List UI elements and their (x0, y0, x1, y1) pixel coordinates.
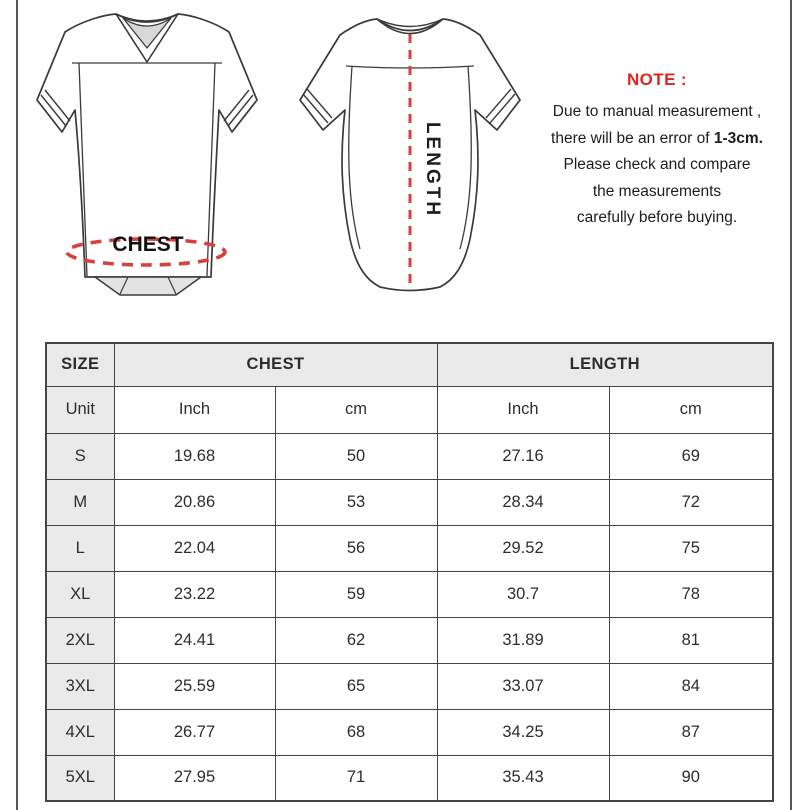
value-cell: 26.77 (114, 709, 275, 755)
table-row-4xl (46, 709, 773, 755)
length-label: LENGTH (422, 121, 443, 219)
unit-cell: Inch (437, 386, 609, 433)
value-cell: 53 (275, 479, 437, 525)
unit-label-cell: Unit (46, 386, 114, 433)
left-border-line (16, 0, 18, 810)
unit-cell: cm (275, 386, 437, 433)
value-cell: 24.41 (114, 617, 275, 663)
size-cell: 4XL (46, 709, 114, 755)
value-cell: 81 (609, 617, 773, 663)
value-cell: 69 (609, 433, 773, 479)
unit-cell: cm (609, 386, 773, 433)
value-cell: 22.04 (114, 525, 275, 571)
value-cell: 28.34 (437, 479, 609, 525)
value-cell: 23.22 (114, 571, 275, 617)
table-row-s (46, 433, 773, 479)
value-cell: 27.16 (437, 433, 609, 479)
value-cell: 72 (609, 479, 773, 525)
value-cell: 65 (275, 663, 437, 709)
note-line-2-text: there will be an error of (551, 129, 714, 147)
value-cell: 90 (609, 755, 773, 801)
size-cell: S (46, 433, 114, 479)
value-cell: 75 (609, 525, 773, 571)
front-hem-lining (95, 277, 201, 295)
header-size: SIZE (46, 343, 114, 386)
table-row-xl (46, 571, 773, 617)
front-shirt-diagram (24, 4, 270, 304)
note-block (522, 70, 792, 232)
value-cell: 30.7 (437, 571, 609, 617)
table-unit-row (46, 386, 773, 433)
size-cell: M (46, 479, 114, 525)
value-cell: 20.86 (114, 479, 275, 525)
table-row-5xl (46, 755, 773, 801)
value-cell: 62 (275, 617, 437, 663)
header-chest: CHEST (114, 343, 437, 386)
value-cell: 27.95 (114, 755, 275, 801)
size-table (45, 342, 774, 802)
value-cell: 71 (275, 755, 437, 801)
value-cell: 34.25 (437, 709, 609, 755)
table-row-2xl (46, 617, 773, 663)
note-line-4: the measurements (592, 182, 722, 200)
value-cell: 87 (609, 709, 773, 755)
value-cell: 84 (609, 663, 773, 709)
value-cell: 68 (275, 709, 437, 755)
note-line-5: carefully before buying. (576, 209, 738, 226)
table-row-3xl (46, 663, 773, 709)
value-cell: 59 (275, 571, 437, 617)
back-shirt-diagram (288, 4, 530, 304)
value-cell: 50 (275, 433, 437, 479)
value-cell: 78 (609, 571, 773, 617)
table-row-m (46, 479, 773, 525)
value-cell: 35.43 (437, 755, 609, 801)
value-cell: 56 (275, 525, 437, 571)
value-cell: 29.52 (437, 525, 609, 571)
note-line-1: Due to manual measurement , (552, 103, 762, 120)
value-cell: 33.07 (437, 663, 609, 709)
chest-label: CHEST (112, 233, 184, 256)
value-cell: 25.59 (114, 663, 275, 709)
value-cell: 31.89 (437, 617, 609, 663)
size-cell: 2XL (46, 617, 114, 663)
table-header-row (46, 343, 773, 386)
header-length: LENGTH (437, 343, 773, 386)
table-row-l (46, 525, 773, 571)
size-cell: XL (46, 571, 114, 617)
note-line-2 (522, 126, 792, 153)
size-cell: 5XL (46, 755, 114, 801)
size-cell: 3XL (46, 663, 114, 709)
value-cell: 19.68 (114, 433, 275, 479)
note-line-2-bold: 1-3cm. (713, 129, 763, 147)
unit-cell: Inch (114, 386, 275, 433)
note-line-3: Please check and compare (563, 156, 751, 173)
note-title: NOTE : (626, 70, 687, 89)
size-cell: L (46, 525, 114, 571)
